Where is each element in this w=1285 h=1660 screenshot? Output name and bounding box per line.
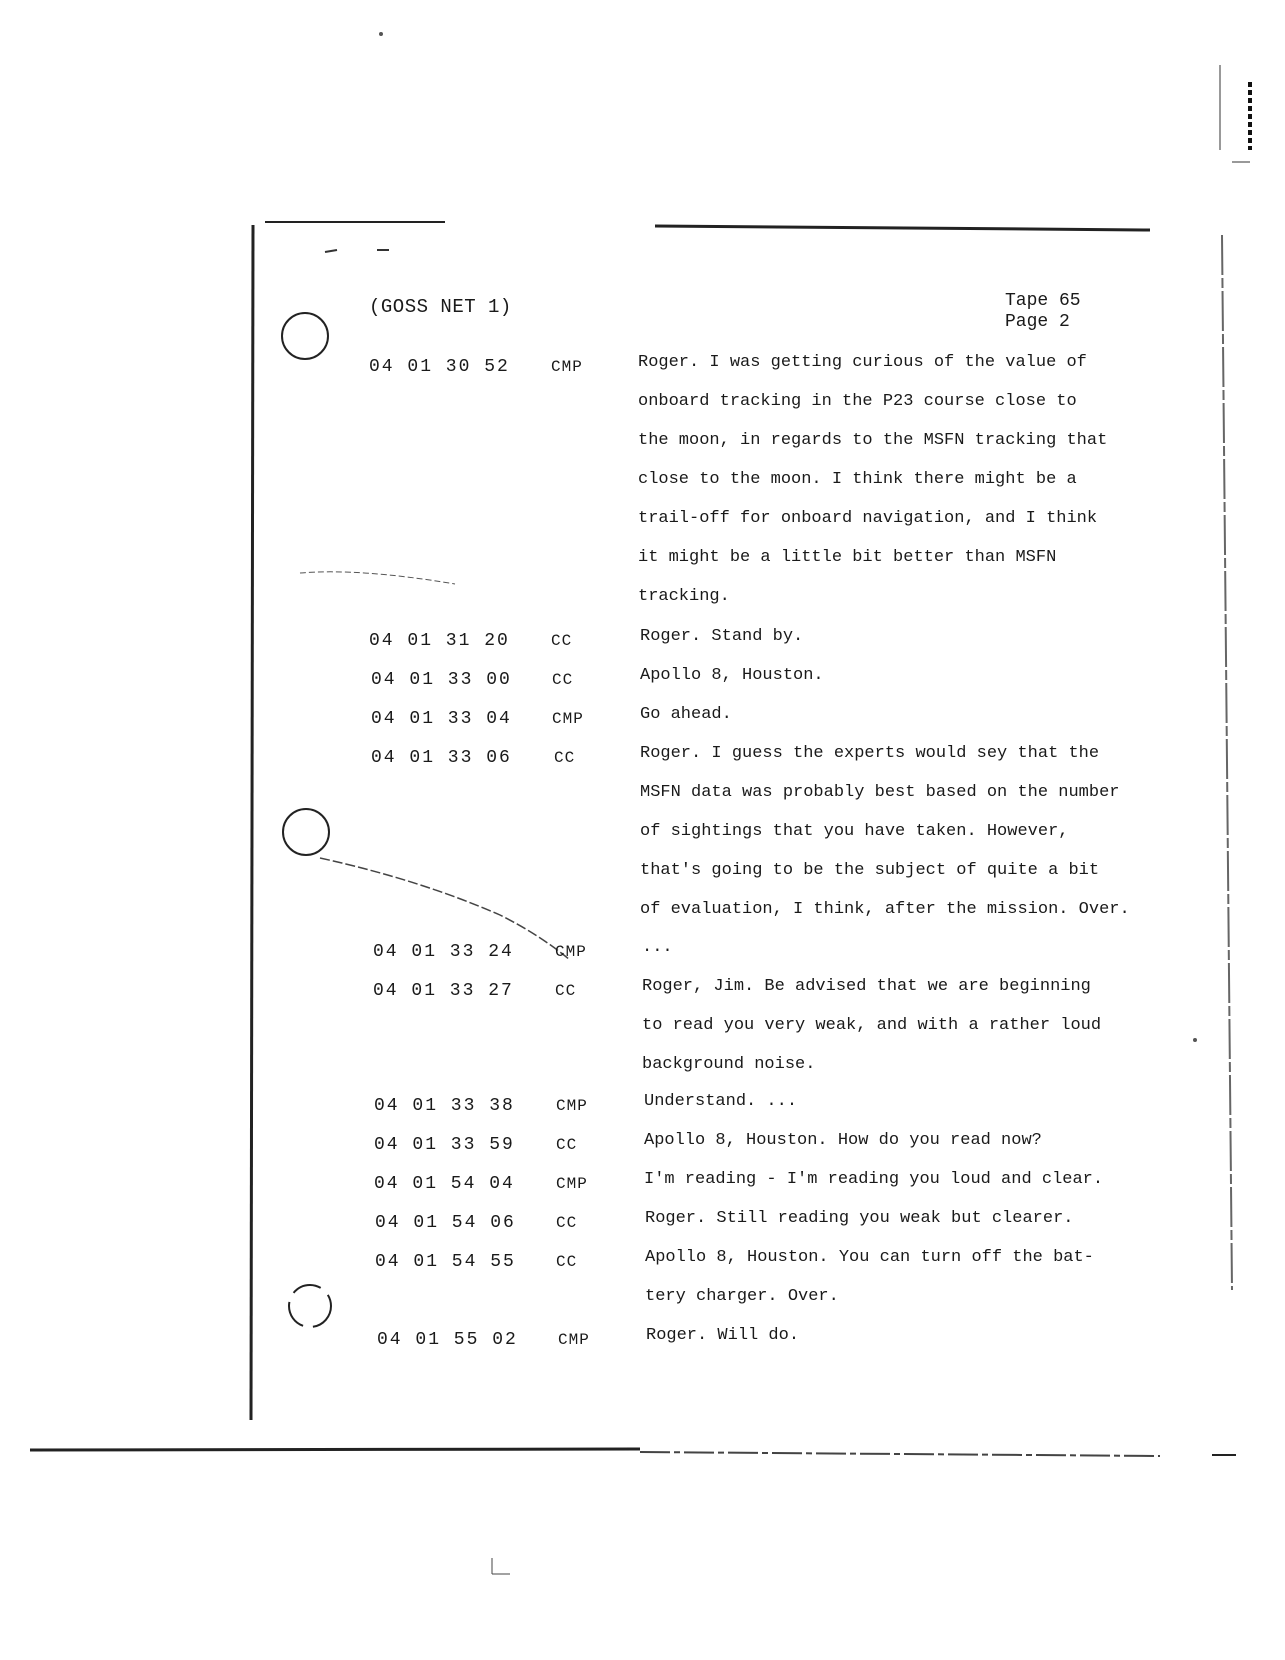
entry-text [638, 343, 1128, 616]
entry-timestamp: 04 01 54 04 [374, 1174, 515, 1194]
entry-speaker: CMP [555, 943, 587, 961]
entry-timestamp: 04 01 54 55 [375, 1252, 516, 1272]
entry-speaker: CC [556, 1253, 578, 1271]
entry-speaker: CC [552, 671, 574, 689]
entry-text [644, 1160, 1134, 1199]
entry-text [645, 1238, 1135, 1316]
entry-text [640, 734, 1130, 929]
entry-speaker: CC [555, 982, 577, 1000]
entry-line: Roger. I guess the experts would sey that the [640, 744, 1100, 763]
entry-timestamp: 04 01 33 04 [371, 709, 512, 729]
bottom-rule-right [640, 1452, 1160, 1456]
entry-line: Roger. Will do. [646, 1326, 800, 1345]
entry-text [645, 1199, 1135, 1238]
punch-hole-circle [282, 313, 328, 359]
punch-hole-circle [289, 1285, 331, 1327]
entry-line: of sightings that you have taken. However, [640, 822, 1069, 841]
smudge [325, 250, 337, 252]
entry-line: tracking. [638, 587, 730, 606]
entry-line: Go ahead. [640, 705, 732, 724]
entry-timestamp: 04 01 33 24 [373, 942, 514, 962]
bottom-rule-left [30, 1449, 640, 1450]
entry-text [640, 656, 1130, 695]
entry-speaker: CMP [552, 710, 584, 728]
entry-text [640, 617, 1130, 656]
entry-line: trail-off for onboard navigation, and I think [638, 509, 1098, 528]
entry-line: Apollo 8, Houston. You can turn off the bat- [645, 1248, 1094, 1267]
entry-text [640, 695, 1130, 734]
entry-line: ... [642, 938, 673, 957]
tape-page-label [1005, 291, 1081, 333]
entry-speaker: CMP [556, 1175, 588, 1193]
entry-line: onboard tracking in the P23 course close to [638, 392, 1077, 411]
entry-line: Roger, Jim. Be advised that we are beginning [642, 977, 1091, 996]
speck [379, 32, 383, 36]
entry-timestamp: 04 01 55 02 [377, 1330, 518, 1350]
entry-line: MSFN data was probably best based on the number [640, 783, 1120, 802]
smudge-line [300, 572, 455, 584]
punch-hole-circle [283, 809, 329, 855]
entry-text [644, 1121, 1134, 1160]
entry-line: to read you very weak, and with a rather loud [642, 1016, 1102, 1035]
entry-speaker: CC [556, 1136, 578, 1154]
entry-line: background noise. [642, 1055, 816, 1074]
entry-timestamp: 04 01 31 20 [369, 631, 510, 651]
entry-line: it might be a little bit better than MSFN [638, 548, 1057, 567]
page-label: Page 2 [1005, 312, 1070, 332]
entry-line: Apollo 8, Houston. How do you read now? [644, 1131, 1042, 1150]
entry-timestamp: 04 01 33 00 [371, 670, 512, 690]
entry-speaker: CMP [551, 358, 583, 376]
entry-line: Roger. Stand by. [640, 627, 804, 646]
entry-text [642, 967, 1132, 1084]
net-label: (GOSS NET 1) [369, 296, 512, 318]
entry-timestamp: 04 01 54 06 [375, 1213, 516, 1233]
entry-line: Roger. I was getting curious of the value of [638, 353, 1087, 372]
left-border [251, 225, 253, 1420]
entry-line: that's going to be the subject of quite a bit [640, 861, 1100, 880]
entry-line: Understand. ... [644, 1092, 798, 1111]
entry-speaker: CMP [556, 1097, 588, 1115]
entry-line: the moon, in regards to the MSFN tracking that [638, 431, 1108, 450]
entry-timestamp: 04 01 33 27 [373, 981, 514, 1001]
entry-timestamp: 04 01 33 59 [374, 1135, 515, 1155]
entry-line: of evaluation, I think, after the mission. Over. [640, 900, 1130, 919]
entry-line: tery charger. Over. [645, 1287, 839, 1306]
entry-line: Apollo 8, Houston. [640, 666, 824, 685]
entry-timestamp: 04 01 33 38 [374, 1096, 515, 1116]
speck [1193, 1038, 1197, 1042]
entry-text [644, 1082, 1134, 1121]
top-rule-right [655, 226, 1150, 230]
entry-line: Roger. Still reading you weak but clearer. [645, 1209, 1074, 1228]
entry-speaker: CMP [558, 1331, 590, 1349]
entry-speaker: CC [551, 632, 573, 650]
entry-line: close to the moon. I think there might be a [638, 470, 1077, 489]
entry-speaker: CC [554, 749, 576, 767]
tape-label: Tape 65 [1005, 291, 1081, 311]
entry-text [642, 928, 1132, 967]
entry-speaker: CC [556, 1214, 578, 1232]
entry-line: I'm reading - I'm reading you loud and clear. [644, 1170, 1104, 1189]
right-border [1222, 235, 1232, 1290]
entry-timestamp: 04 01 33 06 [371, 748, 512, 768]
entry-timestamp: 04 01 30 52 [369, 357, 510, 377]
entry-text [646, 1316, 1136, 1355]
